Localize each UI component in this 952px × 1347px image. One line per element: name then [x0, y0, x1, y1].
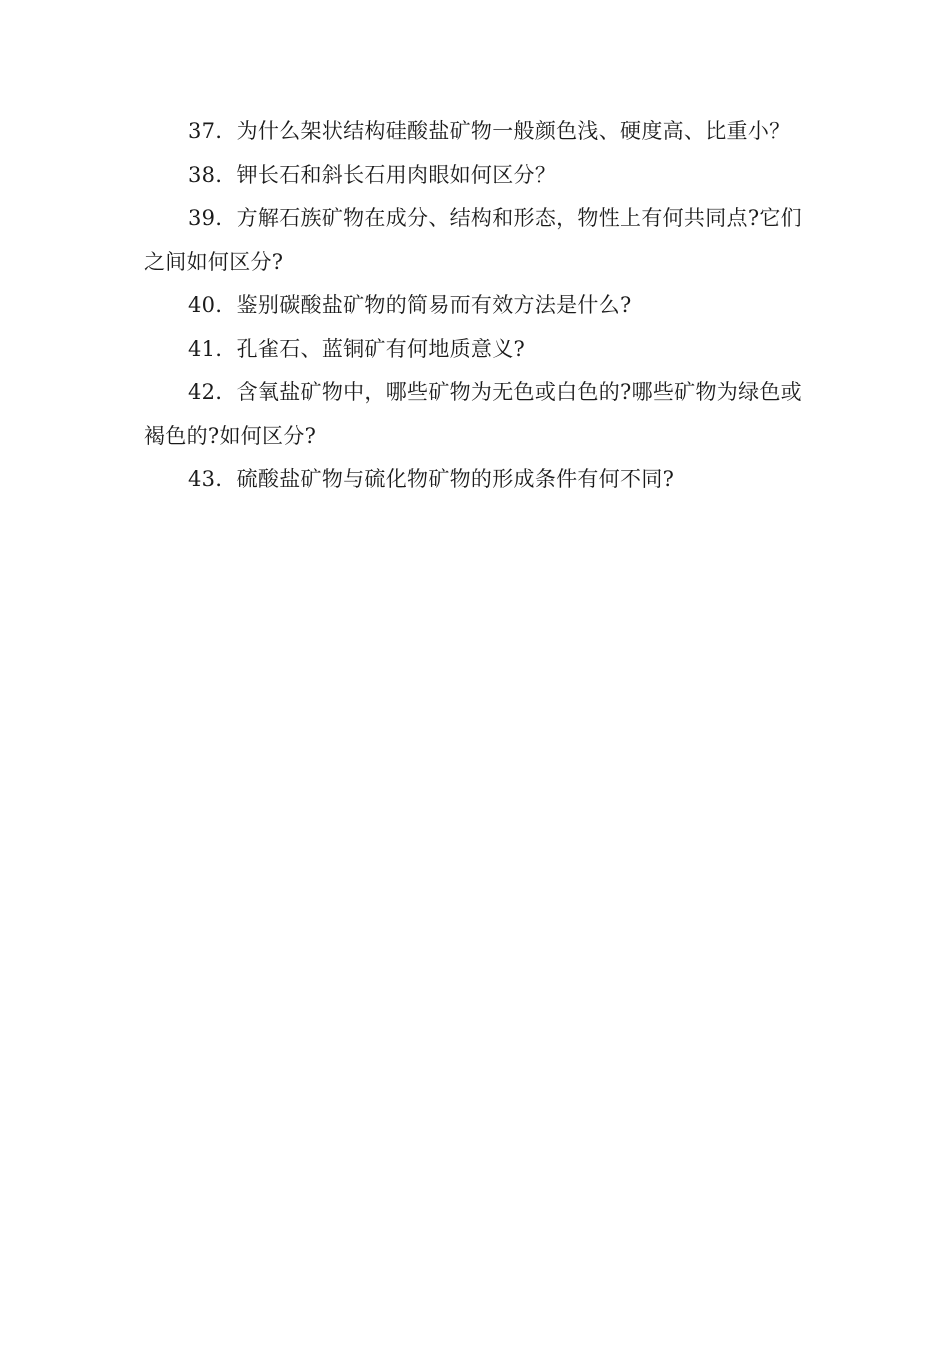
question-42: 42．含氧盐矿物中，哪些矿物为无色或白色的?哪些矿物为绿色或褐色的?如何区分?	[144, 380, 802, 448]
question-43: 43．硫酸盐矿物与硫化物矿物的形成条件有何不同?	[188, 467, 675, 491]
question-41: 41．孔雀石、蓝铜矿有何地质意义?	[188, 336, 526, 361]
question-37: 37．为什么架状结构硅酸盐矿物一般颜色浅、硬度高、比重小？	[188, 119, 791, 143]
question-38: 38．钾长石和斜长石用肉眼如何区分？	[188, 162, 557, 187]
question-39: 39．方解石族矿物在成分、结构和形态，物性上有何共同点?它们之间如何区分?	[144, 206, 802, 274]
question-list	[144, 110, 812, 502]
question-40: 40．鉴别碳酸盐矿物的简易而有效方法是什么?	[188, 293, 632, 317]
